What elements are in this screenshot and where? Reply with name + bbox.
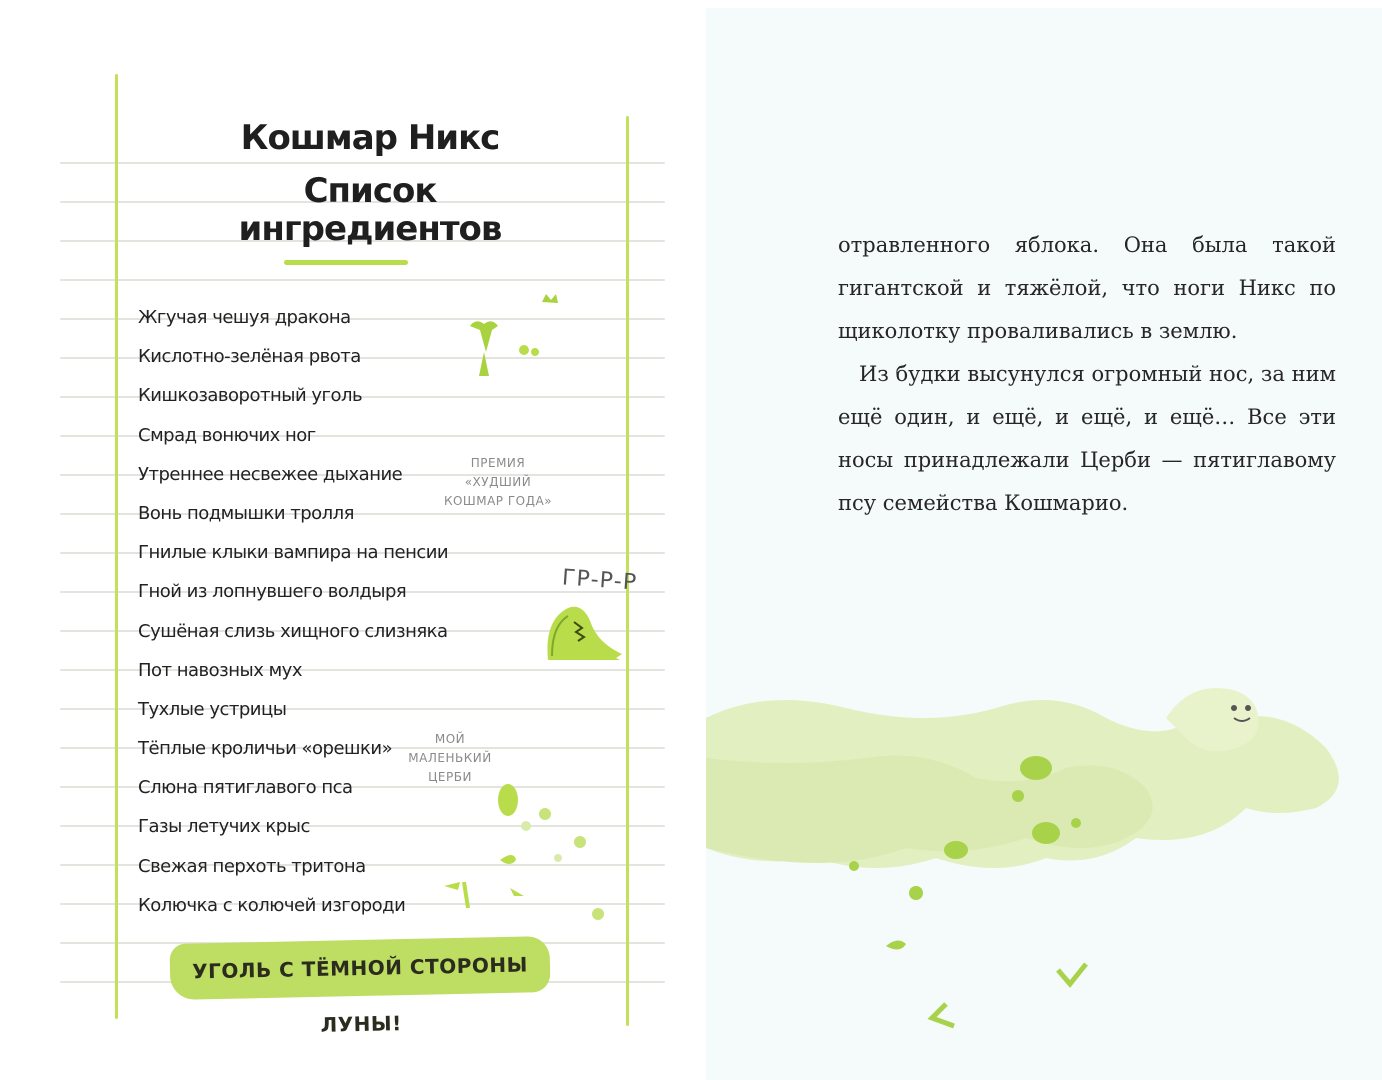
list-item: Смрад вонючих ног [138, 424, 316, 446]
list-item: Сушёная слизь хищного слизняка [138, 620, 448, 642]
list-item: Гной из лопнувшего волдыря [138, 581, 407, 603]
list-item: Утреннее несвежее дыхание [138, 463, 403, 485]
growl-text: ГР-Р-Р [561, 565, 638, 596]
notebook-subtitle [230, 172, 510, 248]
story-paragraph-1: отравленного яблока. Она была такой гигантской и тяжёлой, что ноги Никс по щиколотку проваливались в землю. [838, 233, 1336, 343]
award-note [438, 454, 558, 511]
story-paragraph-2: Из будки высунулся огромный нос, за ним ещё один, и ещё, и ещё, и ещё… Все эти носы принадлежали Церби — пятиглавому псу семейства Кошмарио. [838, 362, 1336, 515]
list-item: Свежая перхоть тритона [138, 855, 366, 877]
list-item: Тухлые устрицы [138, 698, 287, 720]
title-underline [284, 260, 408, 265]
award-note-line-3: КОШМАР ГОДА» [443, 494, 553, 508]
list-item: Тёплые кроличьи «орешки» [138, 738, 393, 760]
award-creature-icon [460, 288, 570, 388]
award-note-line-2: «ХУДШИЙ [464, 475, 532, 489]
list-item: Кислотно-зелёная рвота [138, 346, 361, 368]
cerby-note-line-3: ЦЕРБИ [428, 770, 472, 784]
ingredient-notebook [60, 70, 670, 1037]
slug-monster-icon [540, 600, 630, 670]
right-page [706, 8, 1382, 1080]
left-margin-line [115, 74, 118, 1019]
notebook-title: Кошмар Никс [240, 118, 500, 158]
story-text [838, 224, 1336, 525]
list-item: Пот навозных мух [138, 659, 302, 681]
award-note-line-1: ПРЕМИЯ [470, 456, 526, 470]
subtitle-line-2: ингредиентов [238, 209, 502, 249]
list-item: Жгучая чешуя дракона [138, 307, 351, 328]
cerby-note-line-2: МАЛЕНЬКИЙ [408, 751, 492, 765]
list-item: Газы летучих крыс [138, 816, 310, 838]
list-item: Кишкозаворотный уголь [138, 385, 363, 407]
subtitle-line-1: Список [303, 171, 437, 211]
banner-text: УГОЛЬ С ТЁМНОЙ СТОРОНЫ ЛУНЫ! [191, 952, 529, 1037]
list-item: Слюна пятиглавого пса [138, 777, 353, 799]
list-item: Вонь подмышки тролля [138, 502, 355, 524]
list-item: Гнилые клыки вампира на пенсии [138, 542, 449, 564]
ingredient-list [138, 298, 448, 925]
list-item: Колючка с колючей изгороди [138, 894, 406, 916]
final-ingredient-banner [169, 936, 550, 1037]
cerby-note-line-1: МОЙ [434, 732, 466, 746]
green-smoke-illustration [706, 678, 1382, 1080]
splatter-icon [430, 778, 630, 938]
